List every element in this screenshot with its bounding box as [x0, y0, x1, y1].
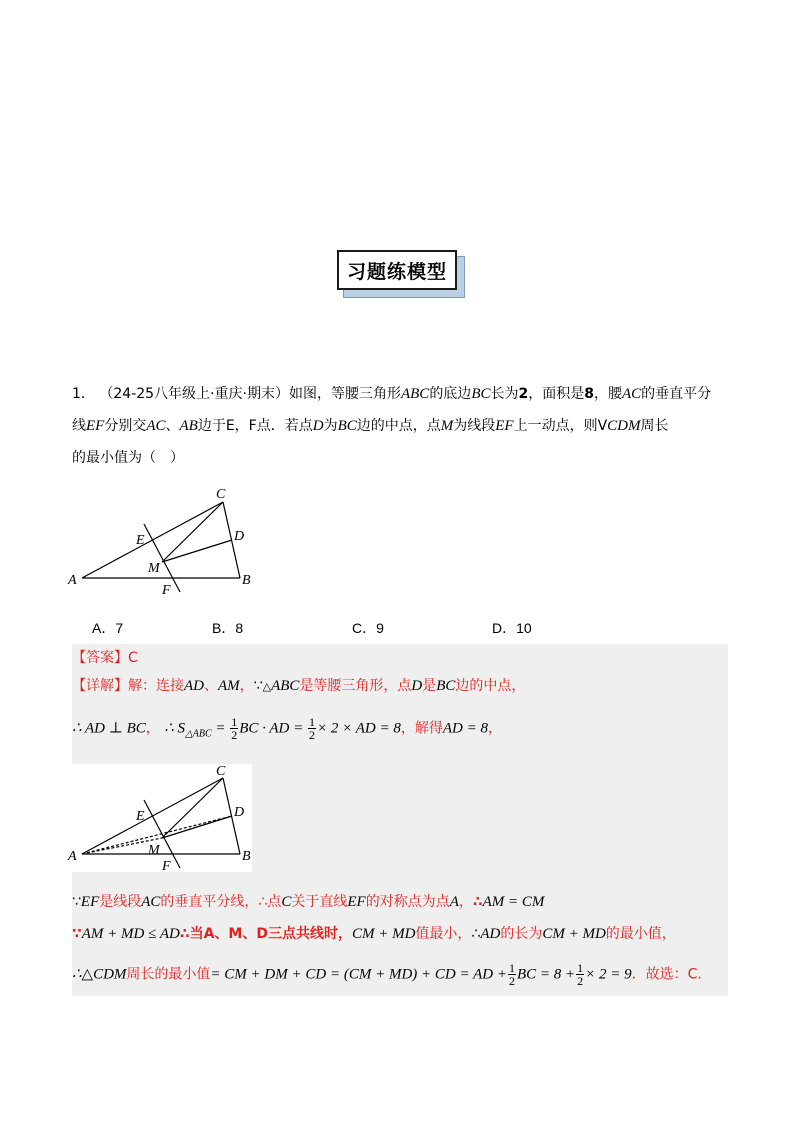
math-ac: AC — [146, 418, 166, 434]
question-text: 如图，等腰三角形 — [288, 386, 401, 402]
fraction-half: $\frac{1}{2}$ — [577, 961, 584, 988]
question-text: 边于E，F点．若点 — [197, 418, 313, 434]
fraction-half: $\frac{1}{2}$ — [309, 715, 316, 742]
math-ac: AC — [621, 386, 642, 402]
label-a: A — [68, 849, 77, 864]
area-value: 8 — [584, 386, 594, 402]
fraction-half: $\frac{1}{2}$ — [231, 715, 238, 742]
detail-line-2: ∴ AD ⊥ BC， ∴ $S_{\triangle ABC}$ = $\frac{1}{2}$ BC · AD = $\frac{1}{2}$ × 2 × AD = 8，解得AD = 8， — [72, 715, 502, 742]
question-text: ，面积是 — [528, 386, 585, 402]
math-abc: ABC — [400, 386, 430, 402]
answer-value: C — [128, 650, 138, 666]
label-c: C — [216, 764, 226, 779]
label-b: B — [242, 849, 251, 864]
fraction-half: $\frac{1}{2}$ — [508, 961, 515, 988]
detail-line-1: 【详解】解：连接AD、AM，∵△ABC是等腰三角形，点D是BC边的中点， — [72, 678, 526, 694]
choice-a[interactable]: A．7 — [92, 620, 124, 636]
triangle-symbol: V — [597, 418, 608, 434]
math-bc: BC — [337, 418, 357, 434]
question-text: ，腰 — [593, 386, 622, 402]
question-figure — [66, 484, 266, 600]
math-m: M — [440, 418, 454, 434]
question-text: 上一动点，则 — [513, 418, 598, 434]
question-text: 分别交 — [104, 418, 147, 434]
question-text: 、 — [165, 418, 180, 434]
label-c: C — [216, 487, 226, 502]
question-text: 为线段 — [453, 418, 496, 434]
detail-line-4: ∵AM + MD ≤ AD∴当A、M、D三点共线时，CM + MD值最小，∴AD的长为CM + MD的最小值， — [72, 926, 676, 942]
section-title: 习题练模型 — [337, 250, 457, 290]
label-e: E — [136, 533, 145, 548]
label-d: D — [234, 529, 245, 544]
math-bc: BC — [471, 386, 491, 402]
math-ef: EF — [495, 418, 514, 434]
label-m: M — [148, 561, 160, 576]
question-text: 周长 — [640, 418, 669, 434]
question-line-1 — [72, 384, 732, 404]
question-text: 的底边 — [429, 386, 472, 402]
question-source: （24-25八年级上·重庆·期末） — [99, 386, 289, 402]
detail-line-3: ∵EF是线段AC的垂直平分线，∴点C关于直线EF的对称点为点A，∴AM = CM — [72, 894, 545, 910]
question-text: 的垂直平分 — [641, 386, 712, 402]
question-text: 边的中点，点 — [356, 418, 441, 434]
solution-figure — [66, 762, 266, 874]
question-number: 1． — [72, 386, 95, 402]
choice-c[interactable]: C．9 — [352, 620, 384, 636]
label-f: F — [162, 583, 171, 598]
question-line-2 — [72, 416, 732, 436]
question-text: 线 — [72, 418, 86, 434]
question-text: 为 — [323, 418, 338, 434]
math-d: D — [312, 418, 324, 434]
label-b: B — [242, 573, 251, 588]
answer-line — [72, 648, 138, 668]
question-text: 长为 — [490, 386, 519, 402]
choice-d[interactable]: D．10 — [492, 620, 532, 636]
math-ab: AB — [179, 418, 198, 434]
label-a: A — [68, 573, 77, 588]
label-f: F — [162, 859, 171, 874]
label-m: M — [148, 843, 160, 858]
question-line-3: 的最小值为（ ） — [72, 450, 184, 466]
answer-label: 【答案】 — [72, 650, 128, 666]
base-length: 2 — [518, 386, 529, 402]
label-d: D — [234, 805, 245, 820]
math-ef: EF — [86, 418, 105, 434]
detail-line-5: ∴△CDM周长的最小值= CM + DM + CD = (CM + MD) + CD = AD + $\frac{1}{2}$ BC = 8 + $\frac{1}{2}$ × 2 = 9．故选：C. — [72, 961, 702, 988]
choice-b[interactable]: B．8 — [212, 620, 244, 636]
detail-label: 【详解】 — [72, 678, 128, 694]
math-cdm: CDM — [607, 418, 641, 434]
label-e: E — [136, 809, 145, 824]
